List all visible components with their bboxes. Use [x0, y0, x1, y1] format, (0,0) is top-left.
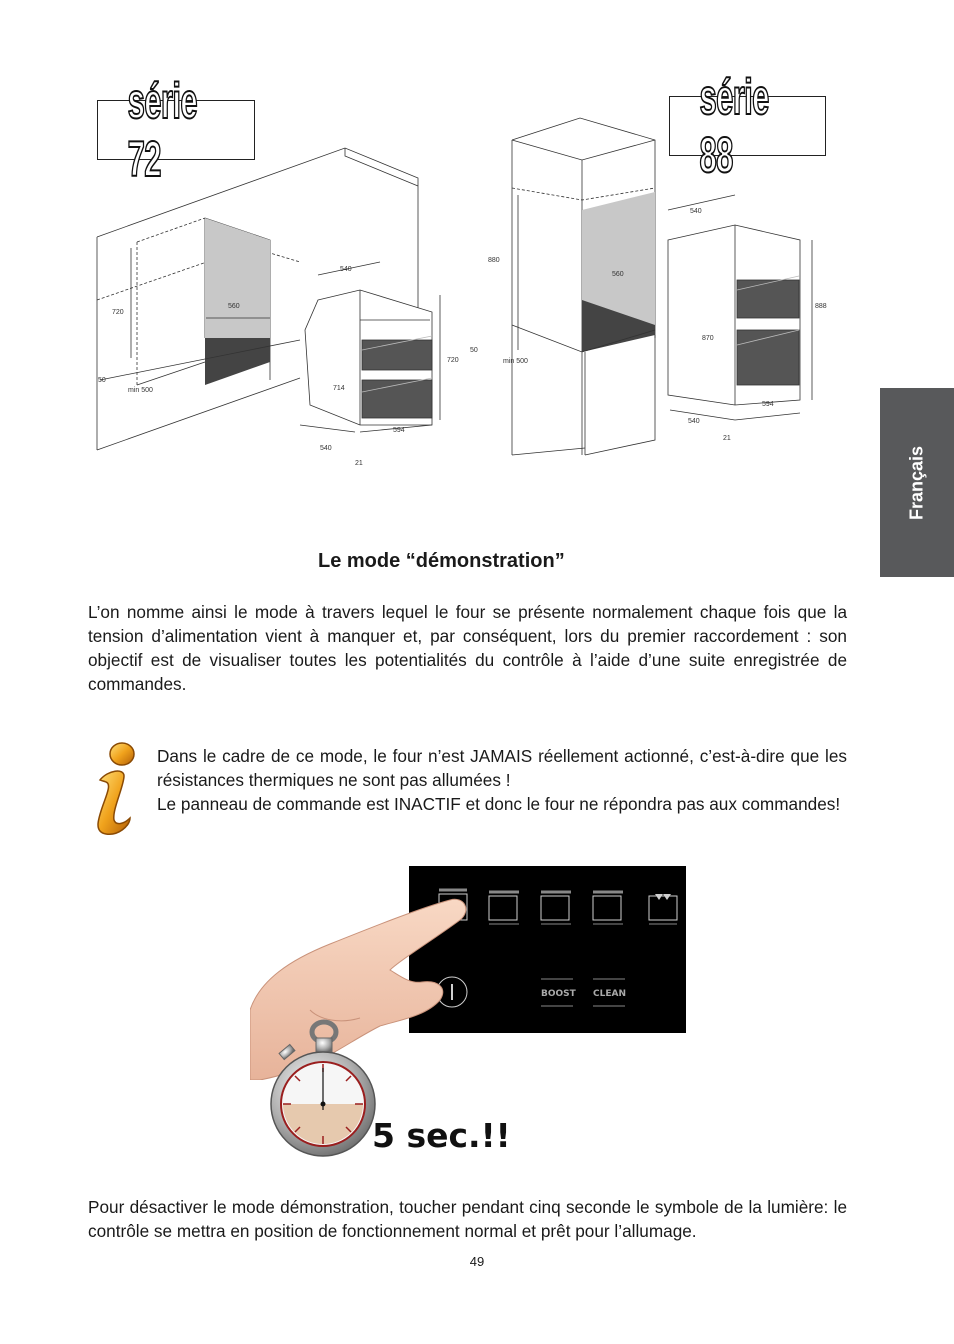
dim-540-left-bottom: 540 — [320, 445, 332, 452]
page-number: 49 — [469, 1254, 485, 1269]
dim-21-left: 21 — [355, 460, 363, 467]
timer-label: 5 sec.!! — [372, 1116, 511, 1155]
outro-paragraph: Pour désactiver le mode démonstration, toucher pendant cinq seconde le symbole de la lumière: le contrôle se mettra en position de fonctionnement normal et prêt pour l’allumage. — [88, 1197, 847, 1241]
serie-88-label: série 88 — [669, 96, 826, 156]
boost-label: BOOST — [541, 989, 576, 999]
dim-594-left: 594 — [393, 427, 405, 434]
dim-50-right: 50 — [470, 347, 478, 354]
stopwatch-icon — [268, 1018, 378, 1160]
dim-540-left-top: 540 — [340, 266, 352, 273]
dim-888: 888 — [815, 303, 827, 310]
dim-min500-right: min 500 — [503, 358, 528, 365]
note-line-1: Dans le cadre de ce mode, le four n’est JAMAIS réellement actionné, c’est-à-dire que les résistances thermiques ne sont pas allumées ! — [157, 746, 847, 790]
installation-diagram — [90, 110, 860, 490]
note-line-2: Le panneau de commande est INACTIF et donc le four ne répondra pas aux commandes! — [157, 794, 841, 814]
clean-label: CLEAN — [593, 989, 626, 999]
dim-540-right-top: 540 — [690, 208, 702, 215]
dim-720-left: 720 — [112, 309, 124, 316]
dim-720-right: 720 — [447, 357, 459, 364]
dim-714: 714 — [333, 385, 345, 392]
language-tab — [880, 388, 954, 577]
dim-560-left: 560 — [228, 303, 240, 310]
section-heading: Le mode “démonstration” — [318, 550, 565, 572]
dim-870: 870 — [702, 335, 714, 342]
language-tab-label: Français — [906, 445, 927, 520]
intro-paragraph: L’on nomme ainsi le mode à travers lequel le four se présente normalement chaque fois que la tension d’alimentation vient à manquer et, par conséquent, lors du premier raccordement : son objectif est de visualiser toutes les potentialités du contrôle à l’aide d’une suite enregistrée de commandes. — [88, 602, 847, 694]
dim-540-right-bottom: 540 — [688, 418, 700, 425]
info-icon — [86, 740, 142, 838]
dim-50-left: 50 — [98, 377, 106, 384]
dim-min500-left: min 500 — [128, 387, 153, 394]
dim-560-right: 560 — [612, 271, 624, 278]
dim-880: 880 — [488, 257, 500, 264]
serie-72-label: série 72 — [97, 100, 255, 160]
dim-594-right: 594 — [762, 401, 774, 408]
dim-21-right: 21 — [723, 435, 731, 442]
